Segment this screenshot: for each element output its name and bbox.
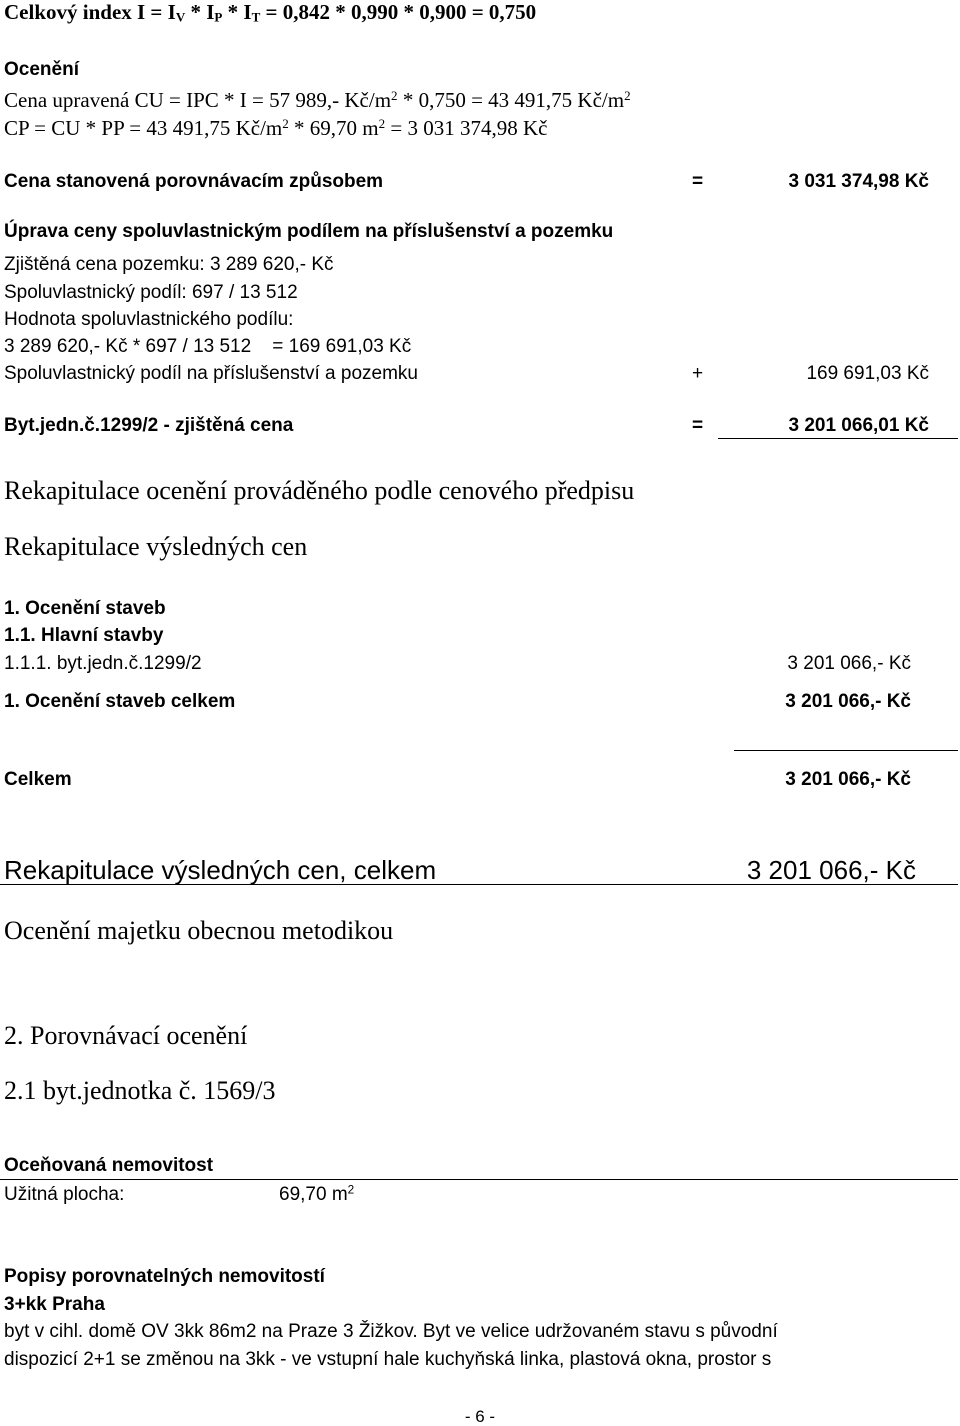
- porovnavaci-oceneni: 2. Porovnávací ocenění: [4, 1021, 248, 1050]
- celkem-label: Celkem: [4, 769, 72, 790]
- rekapitulace-title: Rekapitulace ocenění prováděného podle cenového předpisu: [4, 476, 635, 505]
- index-sub-t: T: [251, 9, 261, 25]
- podil-label: Spoluvlastnický podíl na příslušenství a pozemku: [4, 363, 418, 384]
- cena-porovnavaci-value: 3 031 374,98 Kč: [788, 171, 929, 192]
- celkem-value: 3 201 066,- Kč: [785, 769, 911, 790]
- nemovitost-rule: [0, 1179, 958, 1180]
- index-mid2: * I: [222, 0, 252, 24]
- byt-cena-label: Byt.jedn.č.1299/2 - zjištěná cena: [4, 415, 294, 436]
- popisy-subheading: 3+kk Praha: [4, 1294, 105, 1315]
- index-prefix: Celkový index I = I: [4, 0, 176, 24]
- uprava-line-2: Spoluvlastnický podíl: 697 / 13 512: [4, 282, 298, 303]
- vysledne-ceny-label: Rekapitulace výsledných cen, celkem: [4, 855, 437, 885]
- uzitna-plocha-label: Užitná plocha:: [4, 1184, 125, 1205]
- ocenovana-nemovitost-heading: Oceňovaná nemovitost: [4, 1155, 214, 1176]
- oceneni-staveb-celkem-value: 3 201 066,- Kč: [785, 691, 911, 712]
- celkem-overline: [734, 750, 958, 751]
- cena-upravena-line: [4, 87, 631, 112]
- cena-porovnavaci-op: =: [692, 171, 704, 192]
- byt-cena-op: =: [692, 415, 704, 436]
- podil-op: +: [692, 363, 704, 384]
- index-rest: = 0,842 * 0,990 * 0,900 = 0,750: [260, 0, 537, 24]
- celkovy-index-line: [4, 2, 536, 23]
- uzitna-plocha-number: 69,70 m: [279, 1184, 348, 1205]
- popisy-heading: Popisy porovnatelných nemovitostí: [4, 1266, 325, 1287]
- vysledne-ceny-underline: [0, 884, 958, 885]
- rekapitulace-vyslednych-title: Rekapitulace výsledných cen: [4, 532, 308, 561]
- cp-b: * 69,70 m: [288, 116, 379, 140]
- uprava-line-4: 3 289 620,- Kč * 697 / 13 512 = 169 691,03 Kč: [4, 336, 412, 357]
- cp-sup: 2: [282, 115, 289, 131]
- cena-upravena-sup: 2: [391, 87, 398, 103]
- uprava-line-3: Hodnota spoluvlastnického podílu:: [4, 309, 294, 330]
- popis-line-2: dispozicí 2+1 se změnou na 3kk - ve vstupní hale kuchyňská linka, plastová okna, prostor s: [4, 1349, 772, 1370]
- index-sub-p: P: [214, 9, 223, 25]
- uprava-line-1: Zjištěná cena pozemku: 3 289 620,- Kč: [4, 254, 334, 275]
- uprava-heading: Úprava ceny spoluvlastnickým podílem na příslušenství a pozemku: [4, 221, 614, 242]
- oceneni-staveb-celkem-label: 1. Ocenění staveb celkem: [4, 691, 236, 712]
- oceneni-staveb: 1. Ocenění staveb: [4, 598, 166, 619]
- uzitna-plocha-value: [279, 1185, 354, 1204]
- byt-jednotka-heading: 2.1 byt.jednotka č. 1569/3: [4, 1076, 276, 1105]
- cp-c: = 3 031 374,98 Kč: [385, 116, 548, 140]
- byt-cena-underline: [718, 438, 958, 439]
- index-mid1: * I: [185, 0, 215, 24]
- byt-cena-value: 3 201 066,01 Kč: [788, 415, 929, 436]
- cena-upravena-b: * 0,750 = 43 491,75 Kč/m: [397, 88, 625, 112]
- vysledne-ceny-value: 3 201 066,- Kč: [746, 855, 916, 885]
- cena-upravena-sup2: 2: [624, 87, 631, 103]
- page-number: - 6 -: [464, 1407, 496, 1426]
- uzitna-plocha-sup: 2: [347, 1183, 355, 1197]
- cp-line: [4, 115, 548, 140]
- podil-value: 169 691,03 Kč: [806, 363, 929, 384]
- item-value: 3 201 066,- Kč: [787, 653, 911, 674]
- cp-sup2: 2: [378, 115, 386, 131]
- index-sub-v: V: [175, 9, 186, 25]
- popis-line-1: byt v cihl. domě OV 3kk 86m2 na Praze 3 Žižkov. Byt ve velice udržovaném stavu s původní: [4, 1321, 778, 1342]
- cena-porovnavaci-label: Cena stanovená porovnávacím způsobem: [4, 171, 384, 192]
- hlavni-stavby: 1.1. Hlavní stavby: [4, 625, 164, 646]
- item-label: 1.1.1. byt.jedn.č.1299/2: [4, 653, 202, 674]
- cp-a: CP = CU * PP = 43 491,75 Kč/m: [4, 116, 283, 140]
- obecna-metodika-title: Ocenění majetku obecnou metodikou: [4, 916, 394, 945]
- cena-upravena-a: Cena upravená CU = IPC * I = 57 989,- Kč/m: [4, 88, 392, 112]
- oceneni-heading: Ocenění: [4, 59, 79, 80]
